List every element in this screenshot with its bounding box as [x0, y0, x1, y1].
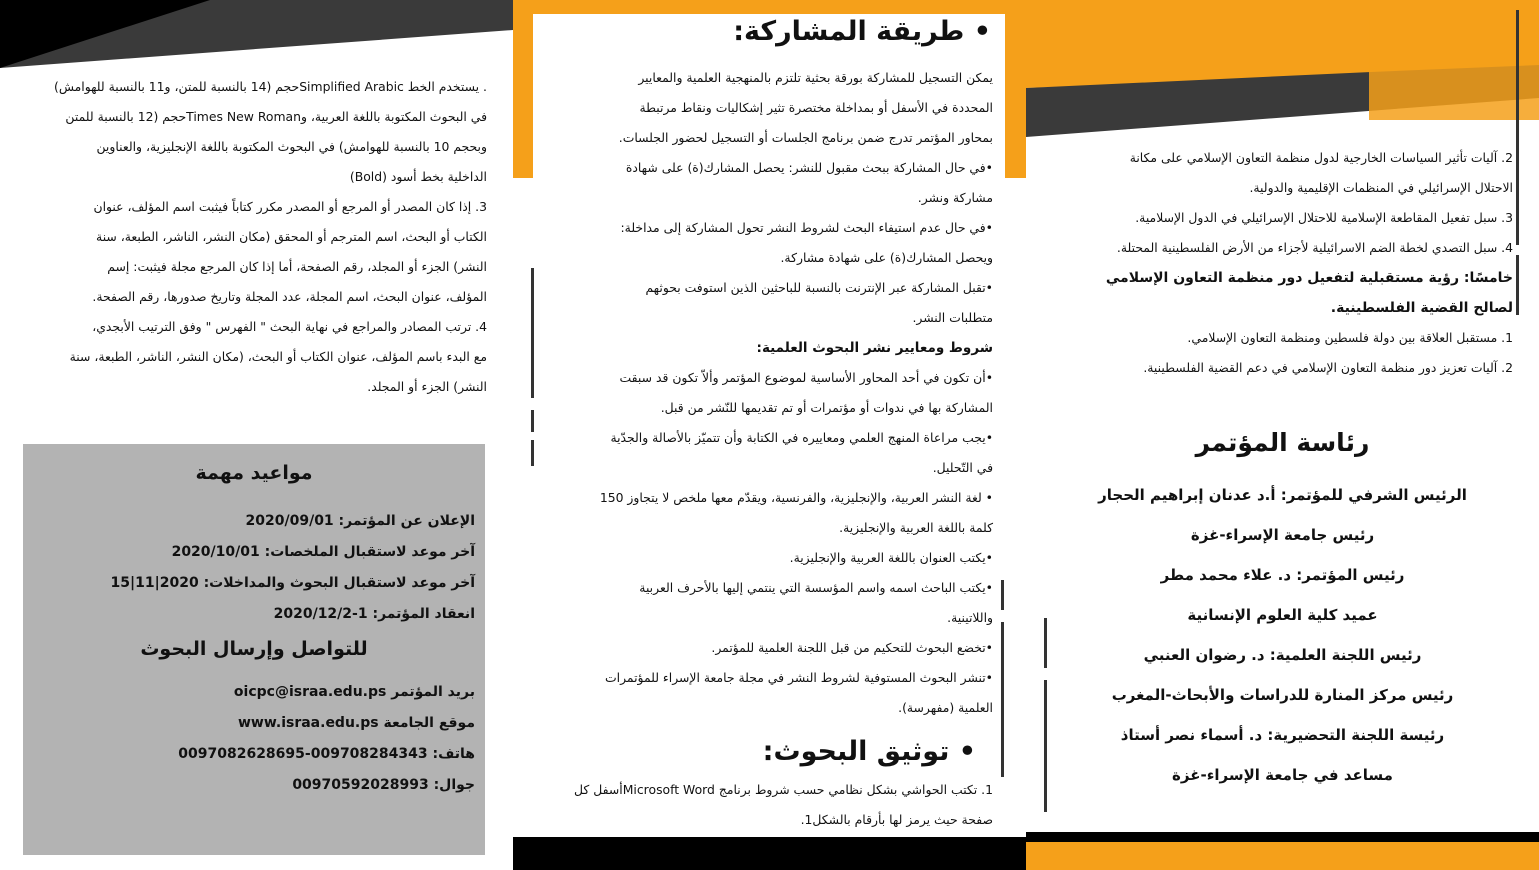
margin-marker: [1001, 580, 1004, 610]
publishing-criteria-heading: شروط ومعايير نشر البحوث العلمية:: [756, 340, 993, 356]
axes-list: [1051, 143, 1513, 383]
presidency-item: رئيس مركز المنارة للدراسات والأبحاث-المغرب: [1111, 686, 1454, 704]
presidency-item: عميد كلية العلوم الإنسانية: [1187, 606, 1378, 624]
margin-marker: [1516, 255, 1519, 315]
margin-marker: [531, 268, 534, 398]
left-line: المؤلف، عنوان البحث، اسم المجلة، عدد المجلة وتاريخ صدورها، رقم الصفحة.: [92, 289, 487, 304]
axis-item: 1. مستقبل العلاقة بين دولة فلسطين ومنظمة التعاون الإسلامي.: [1187, 330, 1513, 345]
left-line: 4. ترتب المصادر والمراجع في نهاية البحث " الفهرس " وفق الترتيب الأبجدي،: [92, 319, 487, 334]
presidency-title: رئاسة المؤتمر: [1195, 428, 1370, 457]
middle-line: المشاركة بها في ندوات أو مؤتمرات أو تم تقديمها للنّشر من قبل.: [660, 400, 993, 415]
middle-line: مشاركة ونشر.: [917, 190, 993, 205]
presidency-list: [1026, 475, 1539, 795]
middle-line: • لغة النشر العربية، والإنجليزية، والفرنسية، ويقدّم معها ملخص لا يتجاوز 150: [599, 490, 993, 505]
left-line: النشر) الجزء أو المجلد.: [367, 379, 487, 394]
axis-item: الاحتلال الإسرائيلي في المنظمات الإقليمية والدولية.: [1249, 180, 1513, 195]
contact-title: للتواصل وإرسال البحوث: [140, 638, 368, 660]
left-line: في البحوث المكتوبة باللغة العربية، وTimes New Romanحجم (12 بالنسبة للمتن: [65, 109, 487, 124]
left-line: 3. إذا كان المصدر أو المرجع أو المصدر مكرر كتاباً فيثبت اسم المؤلف، عنوان: [93, 199, 487, 214]
presidency-item: الرئيس الشرفي للمؤتمر: أ.د عدنان إبراهيم الحجار: [1098, 486, 1467, 504]
presidency-item: رئيس جامعة الإسراء-غزة: [1190, 526, 1375, 544]
left-line: الداخلية بخط أسود (Bold): [349, 169, 487, 184]
axis-item: 2. آليات تأثير السياسات الخارجية لدول منظمة التعاون الإسلامي على مكانة: [1129, 150, 1513, 165]
middle-line: ويحصل المشارك(ة) على شهادة مشاركة.: [780, 250, 993, 265]
presidency-item: رئيسة اللجنة التحضيرية: د. أسماء نصر أستاذ: [1120, 726, 1445, 744]
middle-line: •يكتب الباحث اسمه واسم المؤسسة التي ينتمي إليها بالأحرف العربية: [639, 580, 993, 595]
contact-mobile: جوال: 00970592028993: [292, 777, 475, 793]
left-line: . يستخدم الخط Simplified Arabicحجم (14 بالنسبة للمتن، و11 بالنسبة للهوامش): [53, 79, 487, 94]
middle-line: •يجب مراعاة المنهج العلمي ومعاييره في الكتابة وأن تتميّز بالأصالة والجدّية: [610, 430, 993, 445]
middle-line: •في حال المشاركة ببحث مقبول للنشر: يحصل المشارك(ة) على شهادة: [625, 160, 993, 175]
middle-line: يمكن التسجيل للمشاركة بورقة بحثية تلتزم بالمنهجية العلمية والمعايير: [638, 70, 993, 85]
right-footer-orange: [1026, 842, 1539, 870]
participation-title: • طريقة المشاركة:: [733, 16, 991, 47]
axis-five-heading-cont: لصالح القضية الفلسطينية.: [1330, 300, 1513, 316]
right-footer-black: [1026, 832, 1539, 842]
left-line: النشر) الجزء أو المجلد، رقم الصفحة، أما إذا كان المرجع مجلة فيثبت: إسم: [107, 259, 487, 274]
date-item: آخر موعد لاستقبال الملخصات: 2020/10/01: [171, 544, 475, 560]
middle-line: •في حال عدم استيفاء البحث لشروط النشر تحول المشاركة إلى مداخلة:: [620, 220, 993, 235]
left-line: وبحجم 10 بالنسبة للهوامش) في البحوث المكتوبة باللغة الإنجليزية، والعناوين: [96, 139, 487, 154]
middle-line: بمحاور المؤتمر تدرج ضمن برنامج الجلسات أو التسجيل لحضور الجلسات.: [618, 130, 993, 145]
contact-phone: هاتف: 009708284343-0097082628695: [178, 746, 475, 762]
middle-line: كلمة باللغة العربية والإنجليزية.: [839, 520, 993, 535]
middle-line: صفحة حيث يرمز لها بأرقام بالشكل1.: [800, 812, 993, 827]
right-header-decoration: [1026, 0, 1539, 140]
margin-marker: [531, 410, 534, 432]
margin-marker: [1516, 10, 1519, 245]
contact-list: [35, 677, 475, 801]
dates-list: [35, 506, 475, 630]
middle-line: المحددة في الأسفل أو بمداخلة مختصرة تثير إشكاليات ونقاط مرتبطة: [639, 100, 993, 115]
margin-marker: [531, 440, 534, 466]
middle-line: متطلبات النشر.: [912, 310, 993, 325]
documentation-title: • توثيق البحوث:: [762, 736, 976, 767]
middle-line: •أن تكون في أحد المحاور الأساسية لموضوع المؤتمر وألاّ تكون قد سبقت: [619, 370, 993, 385]
left-line: مع البدء باسم المؤلف، عنوان الكتاب أو البحث، (مكان النشر، الناشر، الطبعة، سنة: [69, 349, 487, 364]
middle-line: •تقبل المشاركة عبر الإنترنت بالنسبة للباحثين الذين استوفت بحوثهم: [645, 280, 993, 295]
presidency-item: رئيس اللجنة العلمية: د. رضوان العنبي: [1143, 646, 1422, 664]
axis-item: 2. آليات تعزيز دور منظمة التعاون الإسلامي في دعم القضية الفلسطينية.: [1143, 360, 1513, 375]
dates-title: مواعيد مهمة: [195, 462, 313, 484]
right-panel: [1026, 0, 1539, 870]
left-text-block: [20, 72, 487, 402]
middle-line: واللاتينية.: [947, 610, 993, 625]
middle-panel: [513, 0, 1026, 870]
middle-line: العلمية (مفهرسة).: [898, 700, 993, 715]
margin-marker: [1001, 622, 1004, 777]
middle-line: •يكتب العنوان باللغة العربية والإنجليزية.: [789, 550, 993, 565]
axis-five-heading: خامسًا: رؤية مستقبلية لتفعيل دور منظمة التعاون الإسلامي: [1105, 270, 1513, 286]
axis-item: 4. سبل التصدي لخطة الضم الاسرائيلية لأجزاء من الأرض الفلسطينية المحتلة.: [1116, 240, 1513, 255]
middle-line: •تخضع البحوث للتحكيم من قبل اللجنة العلمية للمؤتمر.: [711, 640, 993, 655]
documentation-text: [538, 775, 993, 835]
participation-text: [538, 63, 993, 723]
left-panel: [0, 0, 513, 870]
dates-contact-box: [23, 444, 485, 855]
contact-email[interactable]: بريد المؤتمر oicpc@israa.edu.ps: [233, 684, 475, 700]
axis-item: 3. سبل تفعيل المقاطعة الإسلامية للاحتلال الإسرائيلي في الدول الإسلامية.: [1135, 210, 1513, 225]
date-item: انعقاد المؤتمر: 1-2020/12/2: [273, 606, 475, 622]
middle-line: 1. تكتب الحواشي بشكل نظامي حسب شروط برنامج Microsoft Wordأسفل كل: [574, 782, 993, 797]
left-header-decoration: [0, 0, 513, 70]
date-item: الإعلان عن المؤتمر: 2020/09/01: [245, 513, 475, 529]
presidency-item: رئيس المؤتمر: د. علاء محمد مطر: [1160, 566, 1405, 584]
middle-footer-bar: [513, 837, 1026, 870]
presidency-item: مساعد في جامعة الإسراء-غزة: [1172, 766, 1393, 784]
left-line: الكتاب أو البحث، اسم المترجم أو المحقق (مكان النشر، الناشر، الطبعة، سنة: [96, 229, 487, 244]
date-item: آخر موعد لاستقبال البحوث والمداخلات: 2020|11|15: [110, 575, 475, 591]
middle-line: في التّحليل.: [932, 460, 993, 475]
contact-website[interactable]: موقع الجامعة www.israa.edu.ps: [237, 715, 475, 731]
middle-line: •تنشر البحوث المستوفية لشروط النشر في مجلة جامعة الإسراء للمؤتمرات: [604, 670, 993, 685]
